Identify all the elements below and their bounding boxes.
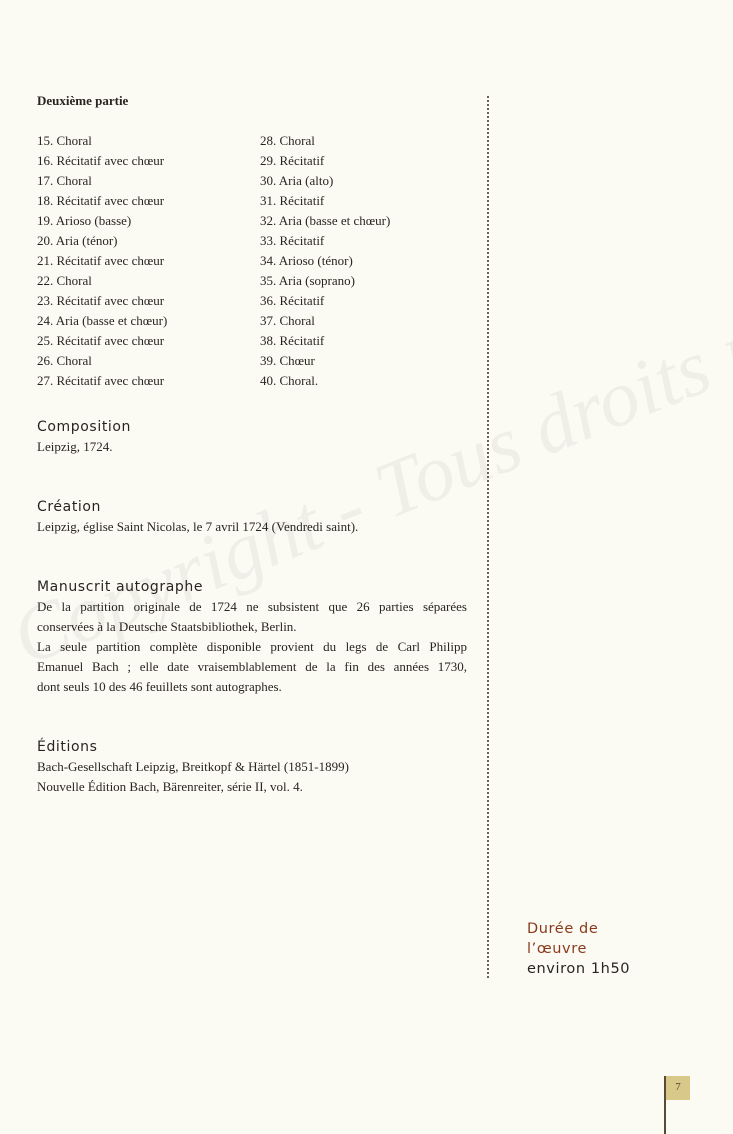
composition-heading: Composition [37,419,132,435]
track-item: 19. Arioso (basse) [37,213,132,228]
track-item: 28. Choral [260,133,315,148]
manuscript-line: La seule partition complète disponible provient du legs de Carl Philipp [37,639,467,654]
manuscript-heading: Manuscrit autographe [37,579,204,595]
track-item: 31. Récitatif [260,193,325,208]
manuscript-line: dont seuls 10 des 46 feuillets sont autographes. [37,679,282,694]
editions-line: Bach-Gesellschaft Leipzig, Breitkopf & Härtel (1851-1899) [37,759,349,774]
track-item: 29. Récitatif [260,153,325,168]
page-number: 7 [666,1076,690,1100]
track-item: 16. Récitatif avec chœur [37,153,165,168]
track-item: 30. Aria (alto) [260,173,334,188]
manuscript-line: De la partition originale de 1724 ne subsistent que 26 parties séparées [37,599,467,614]
duration-label: l’œuvre [527,941,588,957]
track-item: 20. Aria (ténor) [37,233,118,248]
track-list-left [37,131,167,391]
track-item: 40. Choral. [260,373,319,388]
manuscript-section [37,577,467,697]
duration-label: Durée de [527,921,599,937]
track-item: 15. Choral [37,133,92,148]
composition-section [37,417,467,457]
creation-heading: Création [37,499,102,515]
track-item: 17. Choral [37,173,92,188]
track-list-right [260,131,390,391]
part-title: Deuxième partie [37,93,129,108]
track-item: 24. Aria (basse et chœur) [37,313,168,328]
track-item: 21. Récitatif avec chœur [37,253,165,268]
track-item: 27. Récitatif avec chœur [37,373,165,388]
track-item: 33. Récitatif [260,233,325,248]
track-item: 37. Choral [260,313,315,328]
track-item: 34. Arioso (ténor) [260,253,353,268]
editions-heading: Éditions [37,739,98,755]
duration-value: environ 1h50 [527,961,631,977]
track-item: 38. Récitatif [260,333,325,348]
track-item: 22. Choral [37,273,92,288]
editions-line: Nouvelle Édition Bach, Bärenreiter, série II, vol. 4. [37,779,303,794]
creation-text: Leipzig, église Saint Nicolas, le 7 avril 1724 (Vendredi saint). [37,519,359,534]
track-item: 18. Récitatif avec chœur [37,193,165,208]
editions-section [37,737,467,797]
track-item: 23. Récitatif avec chœur [37,293,165,308]
manuscript-line: Emanuel Bach ; elle date vraisemblablement de la fin des années 1730, [37,659,467,674]
dotted-divider [487,96,489,978]
track-item: 36. Récitatif [260,293,325,308]
track-item: 35. Aria (soprano) [260,273,355,288]
track-item: 39. Chœur [260,353,315,368]
track-item: 25. Récitatif avec chœur [37,333,165,348]
track-item: 32. Aria (basse et chœur) [260,213,391,228]
creation-section [37,497,467,537]
track-item: 26. Choral [37,353,92,368]
manuscript-line: conservées à la Deutsche Staatsbibliothek, Berlin. [37,619,297,634]
duration-box [527,919,630,979]
composition-text: Leipzig, 1724. [37,439,113,454]
